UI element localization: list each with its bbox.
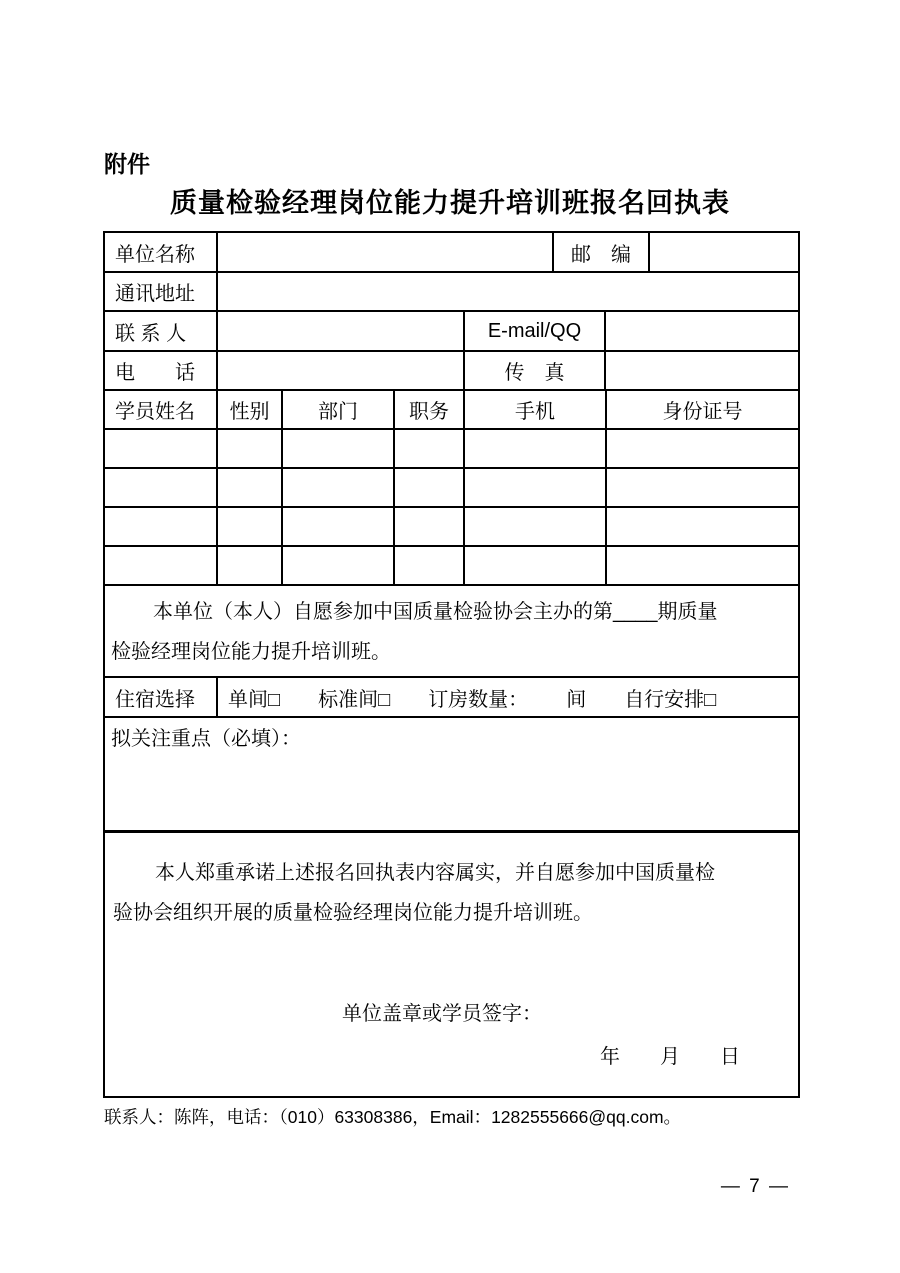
- id-number-cell: [607, 547, 798, 584]
- gender-cell: [218, 469, 283, 506]
- mobile-cell: [465, 469, 607, 506]
- student-row: [105, 508, 798, 547]
- unit-name-label: 单位名称: [105, 233, 218, 271]
- department-cell: [283, 469, 395, 506]
- phone-row: [105, 352, 798, 391]
- position-cell: [395, 469, 465, 506]
- unit-name-row: [105, 233, 798, 273]
- statement-section-row: [105, 586, 798, 678]
- option-self-arrange: 自行安排□: [624, 688, 717, 711]
- gender-cell: [218, 430, 283, 467]
- option-single-room: 单间□: [228, 688, 281, 711]
- position-cell: [395, 430, 465, 467]
- gender-cell: [218, 547, 283, 584]
- email-qq-label: E-mail/QQ: [465, 312, 606, 350]
- contact-row: [105, 312, 798, 352]
- focus-label: 拟关注重点（必填）：: [111, 728, 301, 750]
- id-number-header: 身份证号: [662, 401, 743, 423]
- accommodation-row: [105, 678, 798, 718]
- statement-line: 本单位（本人）自愿参加中国质量检验协会主办的第____期质量: [153, 601, 718, 623]
- accommodation-options: [218, 678, 798, 716]
- attachment-label: 附件: [104, 151, 150, 177]
- commitment-section-row: [105, 833, 798, 1096]
- position-cell: [395, 508, 465, 545]
- address-row: [105, 273, 798, 312]
- email-qq-cell: [606, 312, 798, 350]
- id-number-cell: [607, 508, 798, 545]
- gender-header: 性别: [218, 391, 283, 428]
- mobile-header: 手机: [465, 391, 607, 428]
- page-number: — 7 —: [720, 1176, 790, 1197]
- commitment-section: [105, 833, 798, 1096]
- mobile-cell: [465, 547, 607, 584]
- students-header-row: [105, 391, 798, 430]
- department-header: 部门: [283, 391, 395, 428]
- mobile-cell: [465, 430, 607, 467]
- booking-quantity-label: 订房数量：: [428, 688, 529, 711]
- student-row: [105, 430, 798, 469]
- position-cell: [395, 547, 465, 584]
- statement-line: 检验经理岗位能力提升培训班。: [111, 641, 391, 663]
- focus-section-row: [105, 718, 798, 833]
- student-row: [105, 469, 798, 508]
- student-row: [105, 547, 798, 586]
- fax-label: 传 真: [465, 352, 606, 389]
- registration-form-table: [103, 231, 800, 1098]
- option-standard-room: 标准间□: [318, 688, 391, 711]
- participation-statement: [105, 586, 798, 676]
- student-name-cell: [105, 469, 218, 506]
- footer-contact: 联系人：陈阵，电话：（010）63308386，Email：1282555666@qq.com。: [104, 1107, 682, 1127]
- unit-name-cell: [218, 233, 554, 271]
- id-number-cell: [607, 469, 798, 506]
- accommodation-label: 住宿选择: [105, 678, 218, 716]
- address-label: 通讯地址: [105, 273, 218, 310]
- student-name-cell: [105, 508, 218, 545]
- date-label: 年 月 日: [600, 1046, 740, 1068]
- student-name-cell: [105, 430, 218, 467]
- postal-code-label: 邮 编: [554, 233, 650, 271]
- postal-code-cell: [650, 233, 798, 271]
- mobile-cell: [465, 508, 607, 545]
- id-number-cell: [607, 430, 798, 467]
- address-cell: [218, 273, 798, 310]
- focus-section: [105, 718, 798, 830]
- commitment-line: 验协会组织开展的质量检验经理岗位能力提升培训班。: [113, 902, 593, 924]
- student-name-cell: [105, 547, 218, 584]
- page-title: 质量检验经理岗位能力提升培训班报名回执表: [170, 188, 730, 218]
- fax-cell: [606, 352, 798, 389]
- student-name-header: 学员姓名: [105, 391, 218, 428]
- signature-label: 单位盖章或学员签字：: [342, 1003, 542, 1025]
- quantity-unit-label: 间: [566, 688, 587, 711]
- department-cell: [283, 547, 395, 584]
- phone-label: 电 话: [105, 352, 218, 389]
- phone-cell: [218, 352, 465, 389]
- commitment-paragraph: [105, 853, 798, 933]
- contact-label: 联 系 人: [105, 312, 218, 350]
- commitment-line: 本人郑重承诺上述报名回执表内容属实，并自愿参加中国质量检: [155, 862, 715, 884]
- department-cell: [283, 508, 395, 545]
- position-header: 职务: [395, 391, 465, 428]
- gender-cell: [218, 508, 283, 545]
- contact-cell: [218, 312, 465, 350]
- department-cell: [283, 430, 395, 467]
